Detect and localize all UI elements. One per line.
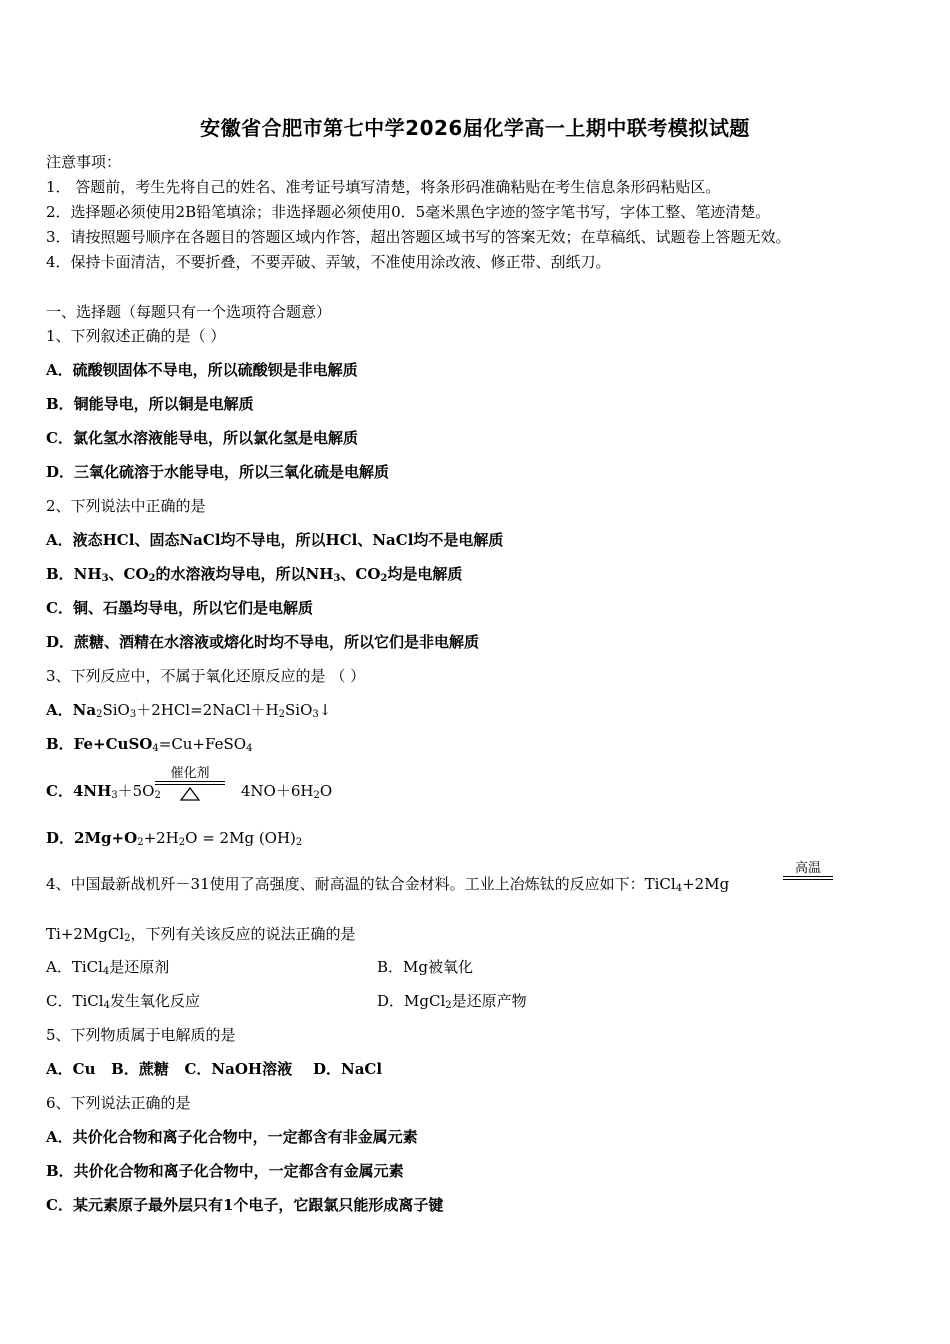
question-1-option-d: D．三氧化硫溶于水能导电，所以三氧化硫是电解质 [46,463,390,481]
question-4-option-c: C．TiCl$_4$发生氧化反应 [46,992,200,1011]
notice-item-3: 3．请按照题号顺序在各题目的答题区域内作答，超出答题区域书写的答案无效；在草稿纸、试题卷上答题无效。 [46,228,791,246]
question-3-option-c: C．$4NH_3+5O_2$ $4NO+6H_2O$ [46,782,333,801]
question-2-option-d: D．蔗糖、酒精在水溶液或熔化时均不导电，所以它们是非电解质 [46,633,480,651]
question-2-option-a: A．液态HCl、固态NaCl均不导电，所以HCl、NaCl均不是电解质 [46,531,504,549]
question-3-option-d: D．$2Mg+O_2+2H_2O = 2Mg$ $(OH)_2$ [46,829,303,848]
catalyst-label: 催化剂 [170,766,210,781]
question-4-option-a: A．TiCl$_4$是还原剂 [46,958,170,977]
notice-heading: 注意事项： [46,153,122,171]
question-5-options: A．Cu B．蔗糖 C．NaOH溶液 D．NaCl [46,1060,383,1078]
question-3-stem: 3、下列反应中，不属于氧化还原反应的是 （ ） [46,667,366,685]
question-6-option-b: B．共价化合物和离子化合物中，一定都含有金属元素 [46,1162,404,1180]
question-1-stem: 1、下列叙述正确的是（ ） [46,327,226,345]
notice-item-1: 1． 答题前，考生先将自己的姓名、准考证号填写清楚，将条形码准确粘贴在考生信息条形码粘贴区。 [46,178,721,196]
question-1-option-a: A．硫酸钡固体不导电，所以硫酸钡是非电解质 [46,361,358,379]
high-temperature-condition [783,862,833,880]
high-temperature-label: 高温 [794,861,821,876]
question-1-option-c: C．氯化氢水溶液能导电，所以氯化氢是电解质 [46,429,358,447]
section-heading: 一、选择题（每题只有一个选项符合题意） [46,303,332,321]
catalyst-condition [155,767,225,801]
question-4-stem: 4、中国最新战机歼－31使用了高强度、耐高温的钛合金材料。工业上冶炼钛的反应如下：TiCl$_4$+2Mg [46,875,730,894]
question-5-stem: 5、下列物质属于电解质的是 [46,1026,236,1044]
notice-item-4: 4．保持卡面清洁，不要折叠，不要弄破、弄皱，不准使用涂改液、修正带、刮纸刀。 [46,253,611,271]
question-2-option-c: C．铜、石墨均导电，所以它们是电解质 [46,599,313,617]
question-6-stem: 6、下列说法正确的是 [46,1094,191,1112]
notice-item-2: 2．选择题必须使用2B铅笔填涂；非选择题必须使用0．5毫米黑色字迹的签字笔书写，字体工整、笔迹清楚。 [46,203,771,221]
question-3-option-b: B．Fe+CuSO$_4$=Cu+FeSO$_4$ [46,735,253,754]
question-4-stem-continued: Ti+2MgCl$_2$，下列有关该反应的说法正确的是 [46,925,356,944]
question-3-option-a: A．$Na_2SiO_3+2HCl=2NaCl+H_2SiO_3↓$ [46,701,332,720]
question-4-option-d: D．MgCl$_2$是还原产物 [377,992,527,1011]
question-6-option-a: A．共价化合物和离子化合物中，一定都含有非金属元素 [46,1128,418,1146]
heating-triangle-icon [180,787,200,801]
question-6-option-c: C．某元素原子最外层只有1个电子，它跟氯只能形成离子键 [46,1196,444,1214]
question-2-option-b: B．$NH_3$、$CO_2$的水溶液均导电，所以$NH_3$、$CO_2$均是电解质 [46,565,463,584]
question-4-option-b: B．Mg被氧化 [377,958,473,976]
page-title: 安徽省合肥市第七中学2026届化学高一上期中联考模拟试题 [200,116,750,140]
question-2-stem: 2、下列说法中正确的是 [46,497,206,515]
reaction-equals-bar [783,876,833,880]
question-1-option-b: B．铜能导电，所以铜是电解质 [46,395,254,413]
reaction-equals-bar [155,781,225,785]
